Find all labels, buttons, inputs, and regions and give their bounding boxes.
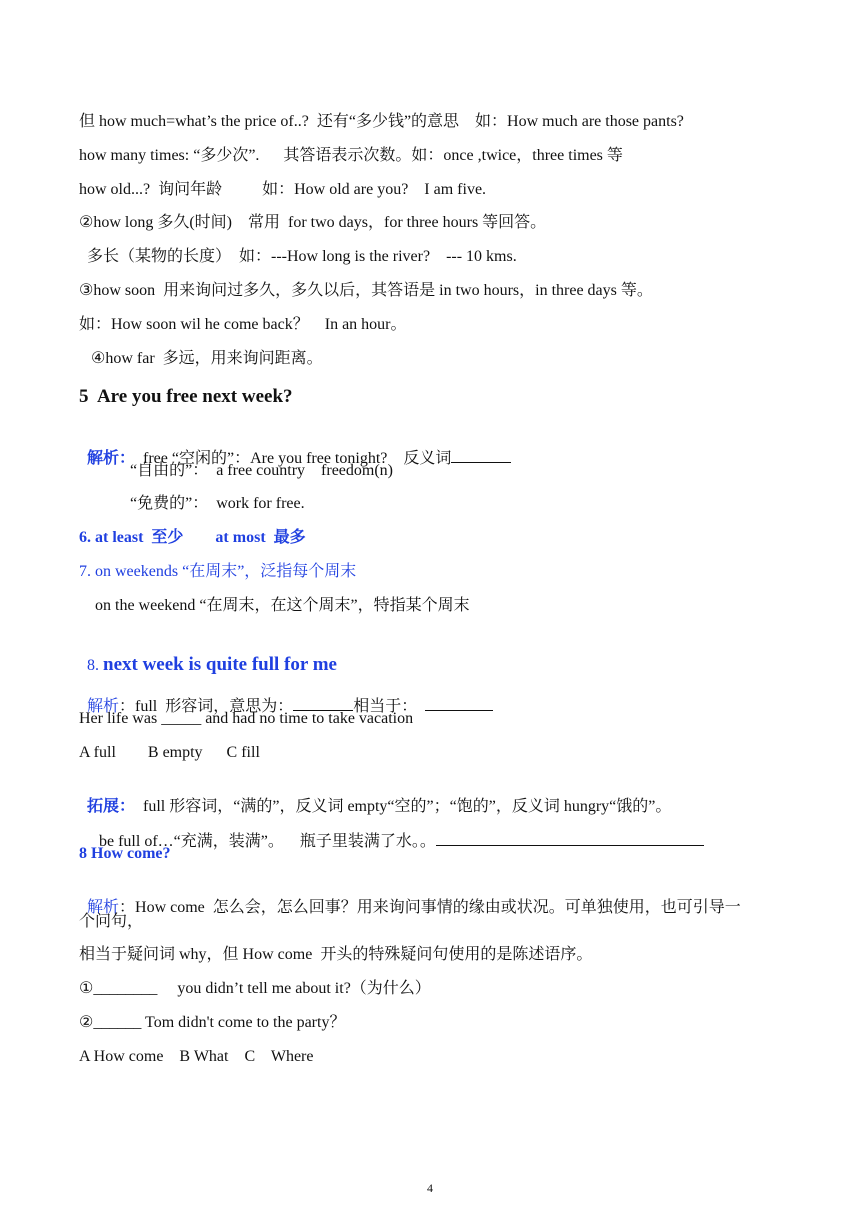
- answer-blank[interactable]: [451, 447, 511, 463]
- text-line: on the weekend “在周末，在这个周末”，特指某个周末: [95, 597, 470, 614]
- options-line: A full B empty C fill: [79, 744, 260, 761]
- section-heading: 8 How come?: [79, 845, 171, 862]
- page-number: 4: [427, 1181, 433, 1195]
- analysis-text: ：How come 怎么会，怎么回事？用来询问事情的缘由或状况。可单独使用，也可引导一: [119, 899, 741, 916]
- extension-text: be full of…“充满，装满”。 瓶子里装满了水。。: [87, 833, 436, 850]
- answer-blank[interactable]: [425, 695, 493, 711]
- text-line: 如：How soon wil he come back？ In an hour。: [79, 316, 407, 333]
- analysis-label: 解析：: [87, 450, 136, 467]
- analysis-text: 相当于：: [353, 698, 426, 715]
- question-line: ②______ Tom didn't come to the party？: [79, 1014, 346, 1031]
- analysis-label: 解析: [87, 899, 120, 916]
- text-line: 但 how much=what’s the price of..? 还有“多少钱”的意思 如：How much are those pants?: [79, 113, 684, 130]
- text-line: ④how far 多远，用来询问距离。: [79, 350, 323, 367]
- text-line: “自由的”： a free country freedom(n): [130, 462, 394, 479]
- analysis-line: [79, 878, 741, 918]
- section-heading: [79, 635, 337, 676]
- text-line: ②how long 多久(时间) 常用 for two days，for three hours 等回答。: [79, 214, 547, 231]
- analysis-label: 解析: [87, 698, 120, 715]
- analysis-text: free “空闲的”：Are you free tonight? 反义词: [135, 450, 452, 467]
- text-line: how old...? 询问年龄 如：How old are you? I am five.: [79, 181, 487, 198]
- section-number: 8.: [87, 657, 103, 674]
- analysis-text: ：full 形容词，意思为：: [119, 698, 294, 715]
- extension-line: [79, 810, 704, 852]
- text-line: 个问句，: [79, 913, 144, 930]
- section-heading: 6. at least 至少 at most 最多: [79, 529, 306, 546]
- extension-text: full 形容词，“满的”，反义词 empty“空的”；“饱的”，反义词 hungry“饿的”。: [135, 798, 672, 815]
- section-heading: 5 Are you free next week?: [79, 386, 293, 407]
- text-line: 相当于疑问词 why，但 How come 开头的特殊疑问句使用的是陈述语序。: [79, 946, 593, 963]
- question-line: ①________ you didn’t tell me about it?（为什么）: [79, 980, 431, 997]
- text-line: 多长（某物的长度） 如：---How long is the river? --- 10 kms.: [79, 248, 517, 265]
- section-title: next week is quite full for me: [103, 654, 337, 675]
- text-line: “免费的”： work for free.: [130, 495, 305, 512]
- extension-label: 拓展：: [87, 798, 136, 815]
- answer-blank[interactable]: [436, 830, 704, 846]
- question-line: Her life was _____ and had no time to take vacation: [79, 710, 414, 727]
- options-line: A How come B What C Where: [79, 1048, 314, 1065]
- text-line: how many times: “多少次”. 其答语表示次数。如：once ,twice，three times 等: [79, 147, 623, 164]
- section-heading: 7. on weekends “在周末”，泛指每个周末: [79, 563, 357, 580]
- text-line: ③how soon 用来询问过多久，多久以后，其答语是 in two hours，in three days 等。: [79, 282, 653, 299]
